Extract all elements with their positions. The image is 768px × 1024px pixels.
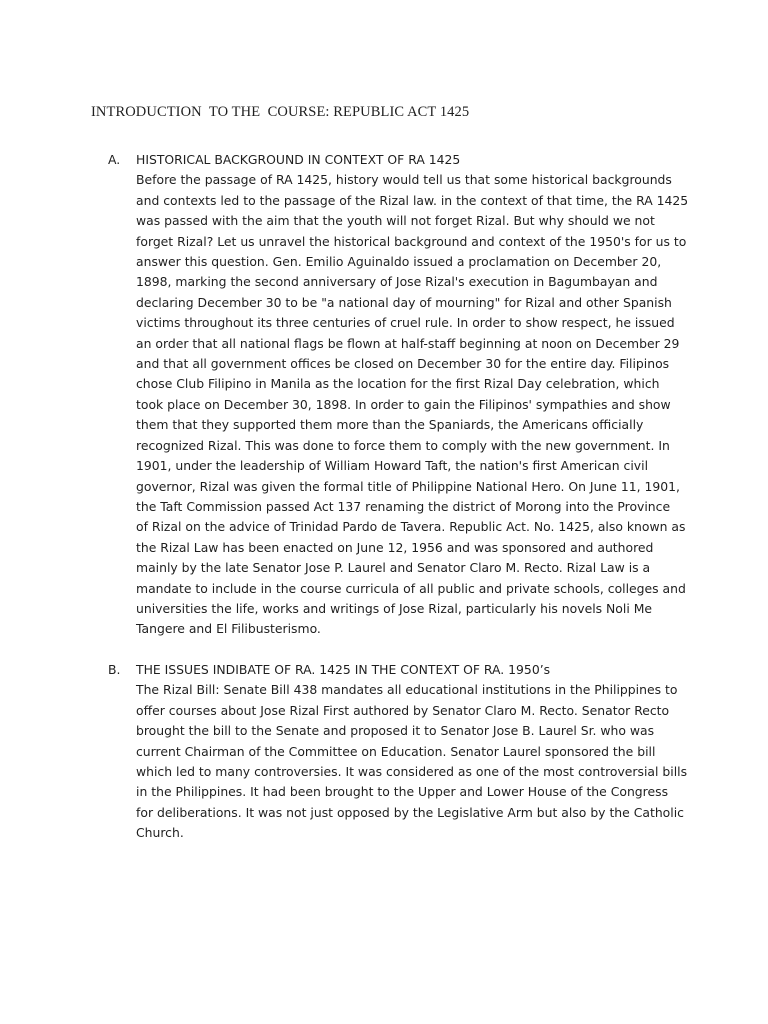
- section-body: [136, 680, 688, 843]
- paragraph-line: and that all government offices be closed on December 30 for the entire day. Filipinos: [136, 356, 670, 372]
- paragraph-line: which led to many controversies. It was considered as one of the most controversial bills: [136, 764, 688, 780]
- paragraph-line: was passed with the aim that the youth will not forget Rizal. But why should we not: [136, 213, 655, 229]
- paragraph-line: chose Club Filipino in Manila as the location for the first Rizal Day celebration, which: [136, 376, 660, 392]
- paragraph-line: answer this question. Gen. Emilio Aguinaldo issued a proclamation on December 20,: [136, 254, 662, 270]
- section-marker: A.: [108, 152, 121, 167]
- paragraph-line: 1898, marking the second anniversary of Jose Rizal's execution in Bagumbayan and: [136, 274, 658, 290]
- section-marker: B.: [108, 662, 121, 677]
- paragraph-line: the Taft Commission passed Act 137 renaming the district of Morong into the Province: [136, 498, 671, 514]
- section-heading: THE ISSUES INDIBATE OF RA. 1425 IN THE CONTEXT OF RA. 1950’s: [136, 662, 551, 677]
- section-issues-indibate: [108, 660, 688, 844]
- paragraph-line: forget Rizal? Let us unravel the historical background and context of the 1950's for us to: [136, 233, 687, 249]
- section-heading: HISTORICAL BACKGROUND IN CONTEXT OF RA 1425: [136, 152, 461, 167]
- paragraph-line: took place on December 30, 1898. In order to gain the Filipinos' sympathies and show: [136, 396, 671, 412]
- paragraph-line: them that they supported them more than the Spaniards, the Americans officially: [136, 417, 644, 433]
- paragraph-line: Church.: [136, 825, 184, 841]
- paragraph-line: the Rizal Law has been enacted on June 12, 1956 and was sponsored and authored: [136, 539, 654, 555]
- section-historical-background: [108, 150, 688, 640]
- paragraph-line: of Rizal on the advice of Trinidad Pardo de Tavera. Republic Act. No. 1425, also known as: [136, 519, 686, 535]
- paragraph-line: and contexts led to the passage of the Rizal law. in the context of that time, the RA 1425: [136, 192, 689, 208]
- paragraph-line: offer courses about Jose Rizal First authored by Senator Claro M. Recto. Senator Recto: [136, 702, 670, 718]
- paragraph-line: The Rizal Bill: Senate Bill 438 mandates all educational institutions in the Philippines to: [136, 682, 678, 698]
- paragraph-line: an order that all national flags be flown at half-staff beginning at noon on December 29: [136, 335, 680, 351]
- page-title: INTRODUCTION TO THE COURSE: REPUBLIC ACT 1425: [91, 104, 470, 120]
- paragraph-line: in the Philippines. It had been brought to the Upper and Lower House of the Congress: [136, 784, 669, 800]
- paragraph-line: mandate to include in the course curricula of all public and private schools, colleges and: [136, 580, 686, 596]
- paragraph-line: mainly by the late Senator Jose P. Laurel and Senator Claro M. Recto. Rizal Law is a: [136, 560, 651, 576]
- paragraph-line: 1901, under the leadership of William Howard Taft, the nation's first American civil: [136, 458, 649, 474]
- paragraph-line: Tangere and El Filibusterismo.: [136, 621, 321, 637]
- paragraph-line: victims throughout its three centuries of cruel rule. In order to show respect, he issued: [136, 315, 675, 331]
- paragraph-line: Before the passage of RA 1425, history would tell us that some historical backgrounds: [136, 172, 672, 188]
- section-body: [136, 170, 689, 639]
- paragraph-line: brought the bill to the Senate and proposed it to Senator Jose B. Laurel Sr. who was: [136, 723, 655, 739]
- paragraph-line: for deliberations. It was not just opposed by the Legislative Arm but also by the Catholic: [136, 804, 684, 820]
- paragraph-line: recognized Rizal. This was done to force them to comply with the new government. In: [136, 437, 670, 453]
- paragraph-line: current Chairman of the Committee on Education. Senator Laurel sponsored the bill: [136, 743, 656, 759]
- paragraph-line: governor, Rizal was given the formal title of Philippine National Hero. On June 11, 1901,: [136, 478, 680, 494]
- paragraph-line: universities the life, works and writings of Jose Rizal, particularly his novels Noli Me: [136, 600, 653, 616]
- paragraph-line: declaring December 30 to be "a national day of mourning" for Rizal and other Spanish: [136, 294, 672, 310]
